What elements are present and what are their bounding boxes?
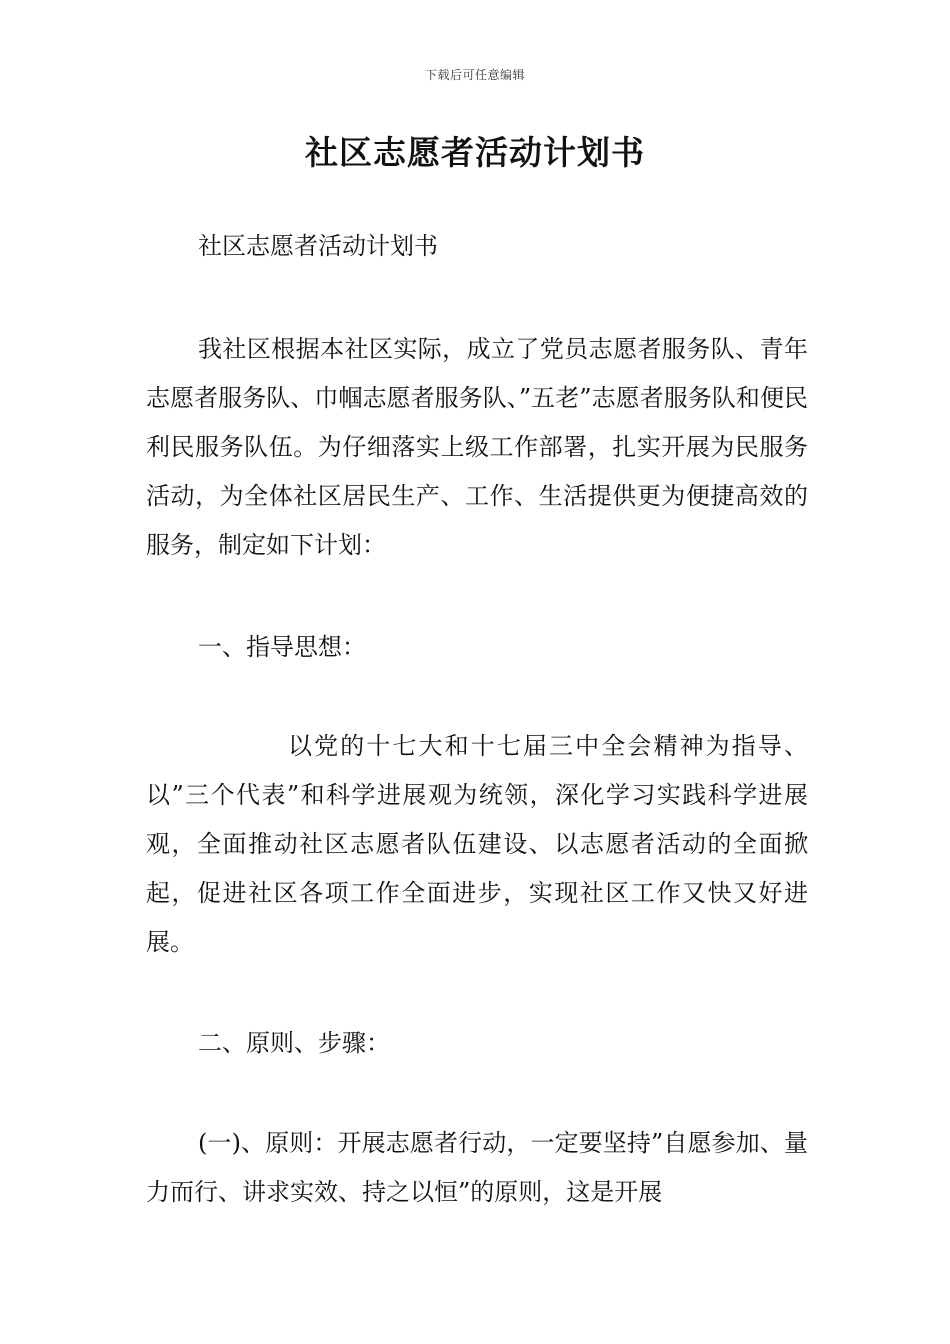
section-2-body: (一)、原则：开展志愿者行动，一定要坚持”自愿参加、量力而行、讲求实效、持之以恒”的原则，这是开展	[146, 1129, 808, 1206]
document-subtitle: 社区志愿者活动计划书	[198, 232, 438, 260]
intro-paragraph: 我社区根据本社区实际，成立了党员志愿者服务队、青年志愿者服务队、巾帼志愿者服务队、”五老”志愿者服务队和便民利民服务队伍。为仔细落实上级工作部署，扎实开展为民服务活动，为全体社区居民生产、工作、生活提供更为便捷高效的服务，制定如下计划：	[146, 335, 808, 559]
header-note: 下载后可任意编辑	[424, 68, 525, 82]
section-1-heading: 一、指导思想：	[198, 633, 366, 661]
section-1-body: 以党的十七大和十七届三中全会精神为指导、以”三个代表”和科学进展观为统领，深化学习实践科学进展观，全面推动社区志愿者队伍建设、以志愿者活动的全面掀起，促进社区各项工作全面进步，实现社区工作又快又好进展。	[146, 732, 808, 956]
section-2-heading: 二、原则、步骤：	[198, 1029, 390, 1057]
document-title: 社区志愿者活动计划书	[305, 133, 645, 172]
